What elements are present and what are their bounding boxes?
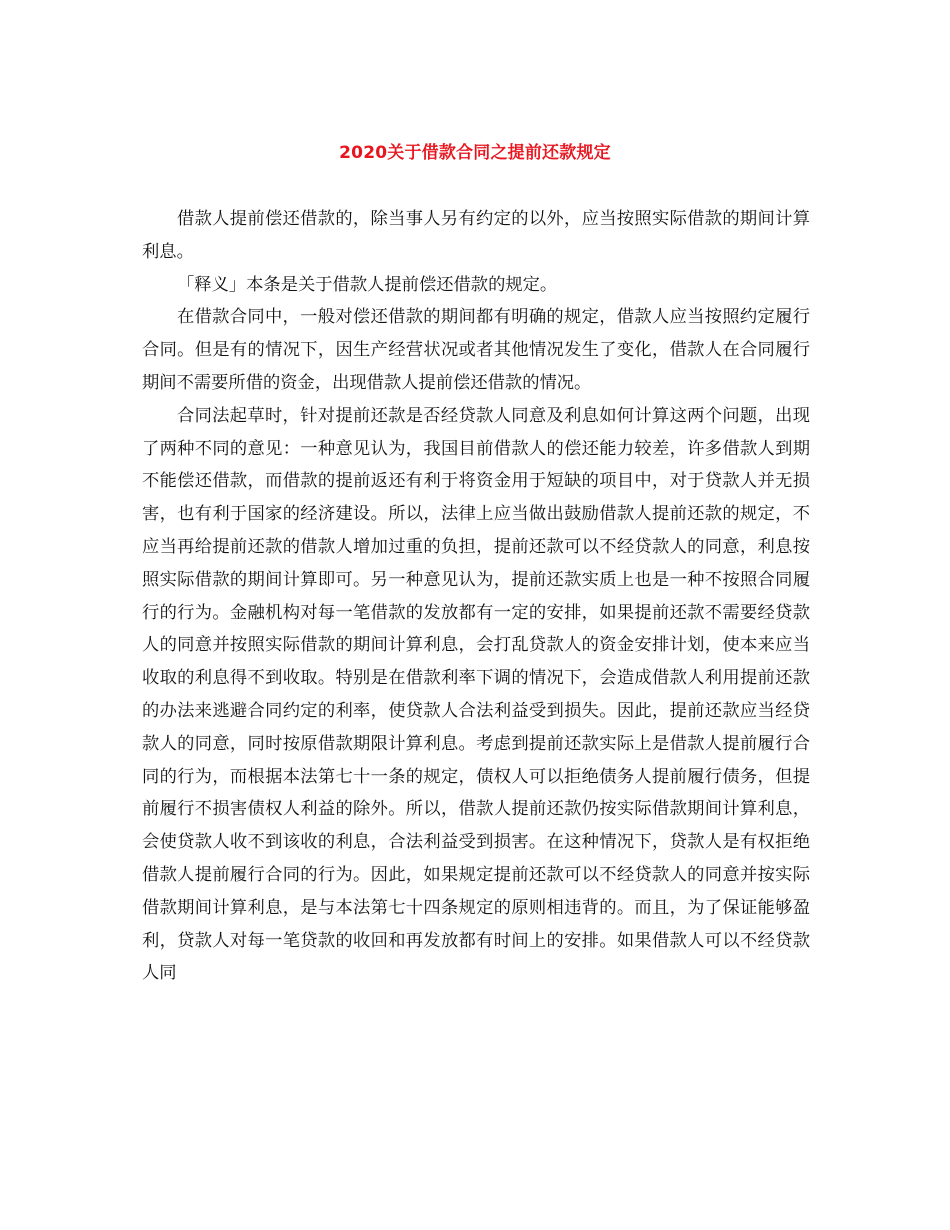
document-body xyxy=(142,203,810,990)
paragraph-2: 「释义」本条是关于借款人提前偿还借款的规定。 xyxy=(177,274,558,295)
paragraph-3: 在借款合同中，一般对偿还借款的期间都有明确的规定，借款人应当按照约定履行合同。但是有的情况下，因生产经营状况或者其他情况发生了变化，借款人在合同履行期间不需要所借的资金，出现借款人提前偿还借款的情况。 xyxy=(142,307,810,393)
paragraph-1: 借款人提前偿还借款的，除当事人另有约定的以外，应当按照实际借款的期间计算利息。 xyxy=(142,209,810,262)
document-title: 2020关于借款合同之提前还款规定 xyxy=(339,143,611,163)
paragraph-4: 合同法起草时，针对提前还款是否经贷款人同意及利息如何计算这两个问题，出现了两种不同的意见：一种意见认为，我国目前借款人的偿还能力较差，许多借款人到期不能偿还借款，而借款的提前返还有利于将资金用于短缺的项目中，对于贷款人并无损害，也有利于国家的经济建设。所以，法律上应当做出鼓励借款人提前还款的规定，不应当再给提前还款的借款人增加过重的负担，提前还款可以不经贷款人的同意，利息按照实际借款的期间计算即可。另一种意见认为，提前还款实质上也是一种不按照合同履行的行为。金融机构对每一笔借款的发放都有一定的安排，如果提前还款不需要经贷款人的同意并按照实际借款的期间计算利息，会打乱贷款人的资金安排计划，使本来应当收取的利息得不到收取。特别是在借款利率下调的情况下，会造成借款人利用提前还款的办法来逃避合同约定的利率，使贷款人合法利益受到损失。因此，提前还款应当经贷款人的同意，同时按原借款期限计算利息。考虑到提前还款实际上是借款人提前履行合同的行为，而根据本法第七十一条的规定，债权人可以拒绝债务人提前履行债务，但提前履行不损害债权人利益的除外。所以，借款人提前还款仍按实际借款期间计算利息，会使贷款人收不到该收的利息，合法利益受到损害。在这种情况下，贷款人是有权拒绝借款人提前履行合同的行为。因此，如果规定提前还款可以不经贷款人的同意并按实际借款期间计算利息，是与本法第七十四条规定的原则相违背的。而且，为了保证能够盈利，贷款人对每一笔贷款的收回和再发放都有时间上的安排。如果借款人可以不经贷款人同 xyxy=(142,405,810,984)
